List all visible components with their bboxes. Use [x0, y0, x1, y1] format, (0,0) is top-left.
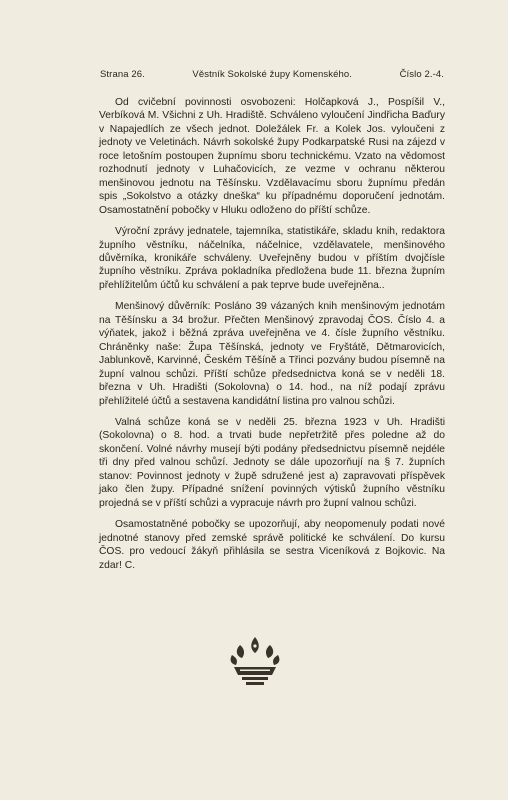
decorative-crown-fleuron-icon: [224, 633, 286, 689]
page-number: Strana 26.: [100, 69, 145, 80]
running-header: [100, 69, 444, 80]
paragraph-exemptions: Od cvičební povinnosti osvobozeni: Holčapková J., Pospíšil V., Verbíková M. Všichni z Uh. Hradiště. Schváleno vyloučení Jindřicha Baďury v Napajedlích ze všech jednot. Doležálek Fr. a Kolek Jos. vyloučeni z jednoty ve Veletinách. Návrh sokolské župy Podkarpatské Rusi na zájezd v roce letošním postoupen župnímu sboru technickému. Vzato na vědomost rozhodnutí jednoty v Luhačovicích, ze vezme v ochranu některou menšinovou jednotu na Těšínsku. Vzdělavacímu sboru župnímu předán spis „Sokolstvo a otázky dneška“ ku případnému doporučení jednotám. Osamostatnění pobočky v Hluku odloženo do příští schůze.: [99, 97, 445, 216]
paragraph-annual-reports: Výroční zprávy jednatele, tajemníka, statistikáře, skladu knih, redaktora župního věstníku, náčelníka, náčelnice, vzdělavatele, menšinového důvěrníka, kronikáře schváleny. Uveřejněny budou v příštím dvojčísle župního věstníku. Zpráva pokladníka předložena bude 11. března župním přehlížitelům účtů ku schválení a pak teprve bude uveřejněna..: [99, 226, 445, 291]
paragraph-general-meeting: Valná schůze koná se v neděli 25. března 1923 v Uh. Hradišti (Sokolovna) o 8. hod. a trvati bude nepřetržitě přes poledne až do skončení. Volné návrhy musejí býti podány předsednictvu písemně nejdéle tři dny před valnou schůzí. Jednoty se dále upozorňují na § 7. župních stanov: Povinnost jednoty v župě sdružené jest a) zapravovati příspěvek jako člen župy. Případné snížení povinných výtisků župního věstníku projedná se v příští schůzi a vypracuje návrh pro župní valnou schůzi.: [99, 416, 445, 509]
journal-title: Věstník Sokolské župy Komenského.: [192, 69, 353, 80]
article-body: [99, 96, 445, 580]
issue-number: Číslo 2.-4.: [399, 69, 444, 80]
paragraph-branches: Osamostatněné pobočky se upozorňují, aby neopomenuly podati nové jednotné stanovy před zemské správě politické ke schválení. Do kursu ČOS. pro vedoucí žákyň přihlásila se sestra Viceníková z Bojkovic. Na zdar! C.: [99, 519, 445, 571]
paragraph-minority-trustee: Menšinový důvěrník: Posláno 39 vázaných knih menšinovým jednotám na Těšínsku a 34 brožur. Přečten Menšinový zpravodaj ČOS. Číslo 4. a výňatek, jakož i běžná zpráva uveřejněna ve 4. čísle župního věstníku. Chráněnky naše: Župa Těšínská, jednoty ve Fryštátě, Dětmarovicích, Jablunkově, Karvinné, Českém Těšíně a Třinci pozvány budou písemně na župní valnou schůzi. Příští schůze předsednictva koná se v neděli 18. března v Uh. Hradišti (Sokolovna) o 14. hod., na níž podají zprávu přehlížitelé účtů a sestavena kandidátní listina pro valnou schůzi.: [99, 301, 445, 407]
